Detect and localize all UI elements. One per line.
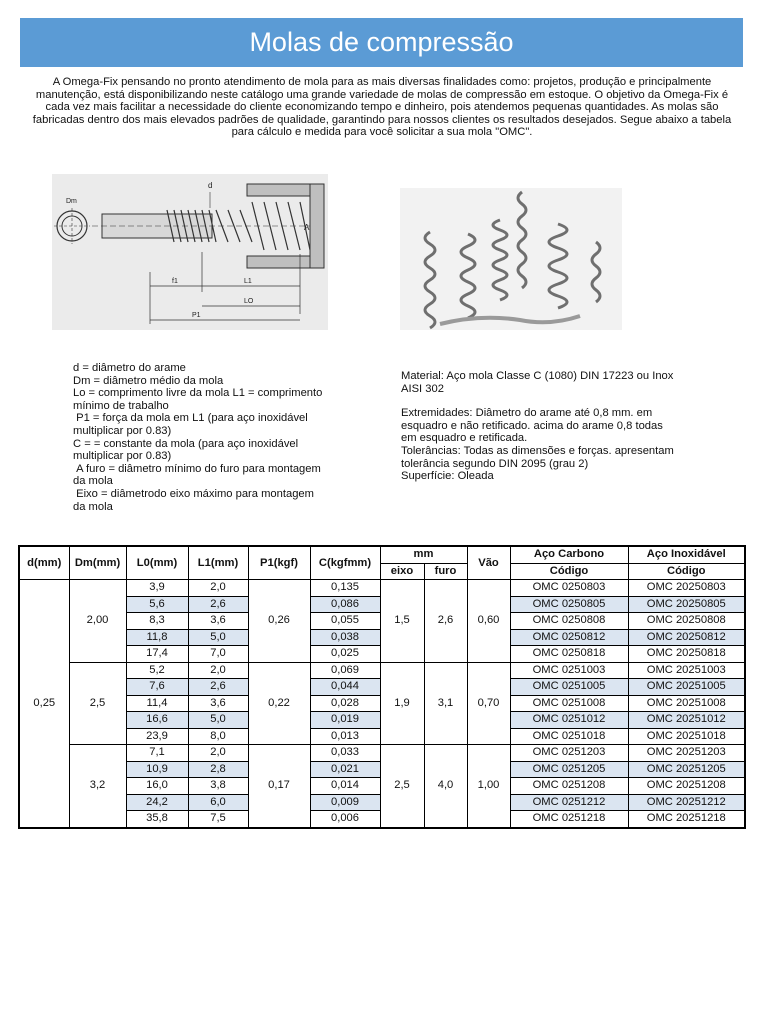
label-dm: Dm [66,198,77,205]
cell-l0: 23,9 [126,728,188,745]
cell-codigo-carbono: OMC 0250808 [510,613,628,630]
cell-codigo-carbono: OMC 0251003 [510,662,628,679]
cell-dm: 2,5 [69,662,126,745]
cell-furo: 2,6 [424,580,467,663]
cell-codigo-carbono: OMC 0251218 [510,811,628,828]
cell-codigo-inox: OMC 20251205 [628,761,745,778]
definition-item: Lo = comprimento livre da mola L1 = comprimento mínimo de trabalho [73,387,326,412]
col-header-l0: L0(mm) [126,546,188,580]
table-row [19,745,745,762]
cell-codigo-carbono: OMC 0250818 [510,646,628,663]
col-header-p1: P1(kgf) [248,546,310,580]
cell-furo: 3,1 [424,662,467,745]
page-title: Molas de compressão [249,27,514,57]
cell-codigo-carbono: OMC 0250803 [510,580,628,597]
cell-l0: 24,2 [126,794,188,811]
cell-furo: 4,0 [424,745,467,828]
col-header-codigo-inox: Código [628,563,745,580]
spring-table [18,545,746,829]
cell-l1: 2,8 [188,761,248,778]
intro-paragraph: A Omega-Fix pensando no pronto atendimento de mola para as mais diversas finalidades como: projetos, produção e principalmente manutenção, está disponibilizando neste catálogo uma grande variedade de molas de compressão em estoque. O objetivo da Omega-Fix é cada vez mais facilitar a necessidade do cliente economizando tempo e dinheiro, pois atendemos pequenas quantidades. As molas são fabricadas dentro dos mais elevados padrões de qualidade, garantindo para nossos clientes os resultados desejados. Segue abaixo a tabela para cálculo e medida para você solicitar a sua mola "OMC". [32,76,732,138]
definition-item: A furo = diâmetro mínimo do furo para montagem da mola [73,462,324,488]
cell-codigo-carbono: OMC 0251205 [510,761,628,778]
cell-eixo: 1,5 [380,580,424,663]
col-header-inox: Aço Inoxidável [628,546,745,563]
definition-item: Eixo = diâmetrodo eixo máximo para montagem da mola [73,487,318,513]
col-header-vao: Vão [467,546,510,580]
cell-l1: 8,0 [188,728,248,745]
cell-l0: 11,8 [126,629,188,646]
label-f1: f1 [172,278,178,285]
cell-codigo-inox: OMC 20250808 [628,613,745,630]
cell-c: 0,135 [310,580,380,597]
cell-p1: 0,26 [248,580,310,663]
cell-l1: 5,0 [188,712,248,729]
cell-codigo-inox: OMC 20251003 [628,662,745,679]
cell-l1: 7,0 [188,646,248,663]
col-header-l1: L1(mm) [188,546,248,580]
cell-codigo-carbono: OMC 0251012 [510,712,628,729]
definition-item: Dm = diâmetro médio da mola [73,374,224,387]
cell-l0: 17,4 [126,646,188,663]
cell-vao: 0,70 [467,662,510,745]
cell-c: 0,013 [310,728,380,745]
cell-l1: 2,6 [188,596,248,613]
cell-c: 0,028 [310,695,380,712]
cell-codigo-carbono: OMC 0250812 [510,629,628,646]
cell-c: 0,086 [310,596,380,613]
label-p1: P1 [192,312,201,319]
cell-l0: 7,1 [126,745,188,762]
cell-l0: 7,6 [126,679,188,696]
cell-l0: 8,3 [126,613,188,630]
spec-extremidades: Extremidades: Diâmetro do arame até 0,8 mm. em esquadro e não retificado. acima do arame 0,8 todas em esquadro e retificada. [401,407,663,445]
col-header-furo: furo [424,563,467,580]
col-header-c: C(kgfmm) [310,546,380,580]
label-a: A [304,223,310,232]
cell-l1: 3,6 [188,695,248,712]
spring-diagram [52,174,328,330]
cell-l0: 5,2 [126,662,188,679]
cell-c: 0,006 [310,811,380,828]
definition-item: C = = constante da mola (para aço inoxidável multiplicar por 0.83) [73,437,302,463]
cell-vao: 1,00 [467,745,510,828]
cell-c: 0,021 [310,761,380,778]
cell-l1: 2,6 [188,679,248,696]
spec-superficie: Superfície: Oleada [401,470,494,483]
cell-codigo-carbono: OMC 0251203 [510,745,628,762]
cell-p1: 0,22 [248,662,310,745]
table-header-row [19,546,745,563]
cell-l1: 5,0 [188,629,248,646]
cell-l1: 2,0 [188,662,248,679]
cell-c: 0,038 [310,629,380,646]
material-specs [401,370,681,483]
cell-l1: 3,6 [188,613,248,630]
table-row [19,580,745,597]
cell-c: 0,055 [310,613,380,630]
cell-l1: 2,0 [188,745,248,762]
cell-codigo-inox: OMC 20251008 [628,695,745,712]
cell-codigo-carbono: OMC 0251208 [510,778,628,795]
springs-photo [400,188,622,330]
label-lo: LO [244,298,254,305]
cell-codigo-inox: OMC 20250812 [628,629,745,646]
col-header-carbono: Aço Carbono [510,546,628,563]
spec-tolerancias: Tolerâncias: Todas as dimensões e forças. apresentam tolerância segundo DIN 2095 (grau 2) [401,444,674,470]
cell-l1: 7,5 [188,811,248,828]
cell-codigo-carbono: OMC 0250805 [510,596,628,613]
label-l1: L1 [244,278,252,285]
cell-l0: 5,6 [126,596,188,613]
cell-l0: 3,9 [126,580,188,597]
page-title-banner [20,18,743,67]
col-header-d: d(mm) [19,546,69,580]
cell-codigo-inox: OMC 20251212 [628,794,745,811]
cell-c: 0,019 [310,712,380,729]
cell-codigo-carbono: OMC 0251008 [510,695,628,712]
col-header-eixo: eixo [380,563,424,580]
table-row [19,662,745,679]
cell-codigo-inox: OMC 20250803 [628,580,745,597]
cell-codigo-carbono: OMC 0251018 [510,728,628,745]
cell-l1: 6,0 [188,794,248,811]
cell-codigo-carbono: OMC 0251212 [510,794,628,811]
cell-codigo-carbono: OMC 0251005 [510,679,628,696]
col-header-codigo-carbono: Código [510,563,628,580]
definitions-list [73,362,326,513]
col-header-mm: mm [380,546,467,563]
cell-codigo-inox: OMC 20251012 [628,712,745,729]
cell-codigo-inox: OMC 20251203 [628,745,745,762]
cell-l0: 11,4 [126,695,188,712]
cell-dm: 2,00 [69,580,126,663]
cell-l0: 16,6 [126,712,188,729]
cell-codigo-inox: OMC 20251208 [628,778,745,795]
cell-eixo: 2,5 [380,745,424,828]
cell-l1: 2,0 [188,580,248,597]
cell-l0: 35,8 [126,811,188,828]
cell-codigo-inox: OMC 20251218 [628,811,745,828]
cell-c: 0,069 [310,662,380,679]
cell-p1: 0,17 [248,745,310,828]
label-d: d [208,181,213,190]
cell-vao: 0,60 [467,580,510,663]
definition-item: P1 = força da mola em L1 (para aço inoxidável multiplicar por 0.83) [73,412,311,437]
cell-codigo-inox: OMC 20251005 [628,679,745,696]
cell-c: 0,014 [310,778,380,795]
cell-c: 0,009 [310,794,380,811]
cell-codigo-inox: OMC 20250805 [628,596,745,613]
cell-c: 0,025 [310,646,380,663]
cell-c: 0,044 [310,679,380,696]
definition-item: d = diâmetro do arame [73,362,186,374]
col-header-dm: Dm(mm) [69,546,126,580]
cell-d: 0,25 [19,580,69,828]
spec-material: Material: Aço mola Classe C (1080) DIN 17223 ou Inox AISI 302 [401,370,674,395]
cell-c: 0,033 [310,745,380,762]
cell-codigo-inox: OMC 20250818 [628,646,745,663]
cell-l0: 10,9 [126,761,188,778]
cell-codigo-inox: OMC 20251018 [628,728,745,745]
cell-dm: 3,2 [69,745,126,828]
cell-l1: 3,8 [188,778,248,795]
cell-eixo: 1,9 [380,662,424,745]
cell-l0: 16,0 [126,778,188,795]
